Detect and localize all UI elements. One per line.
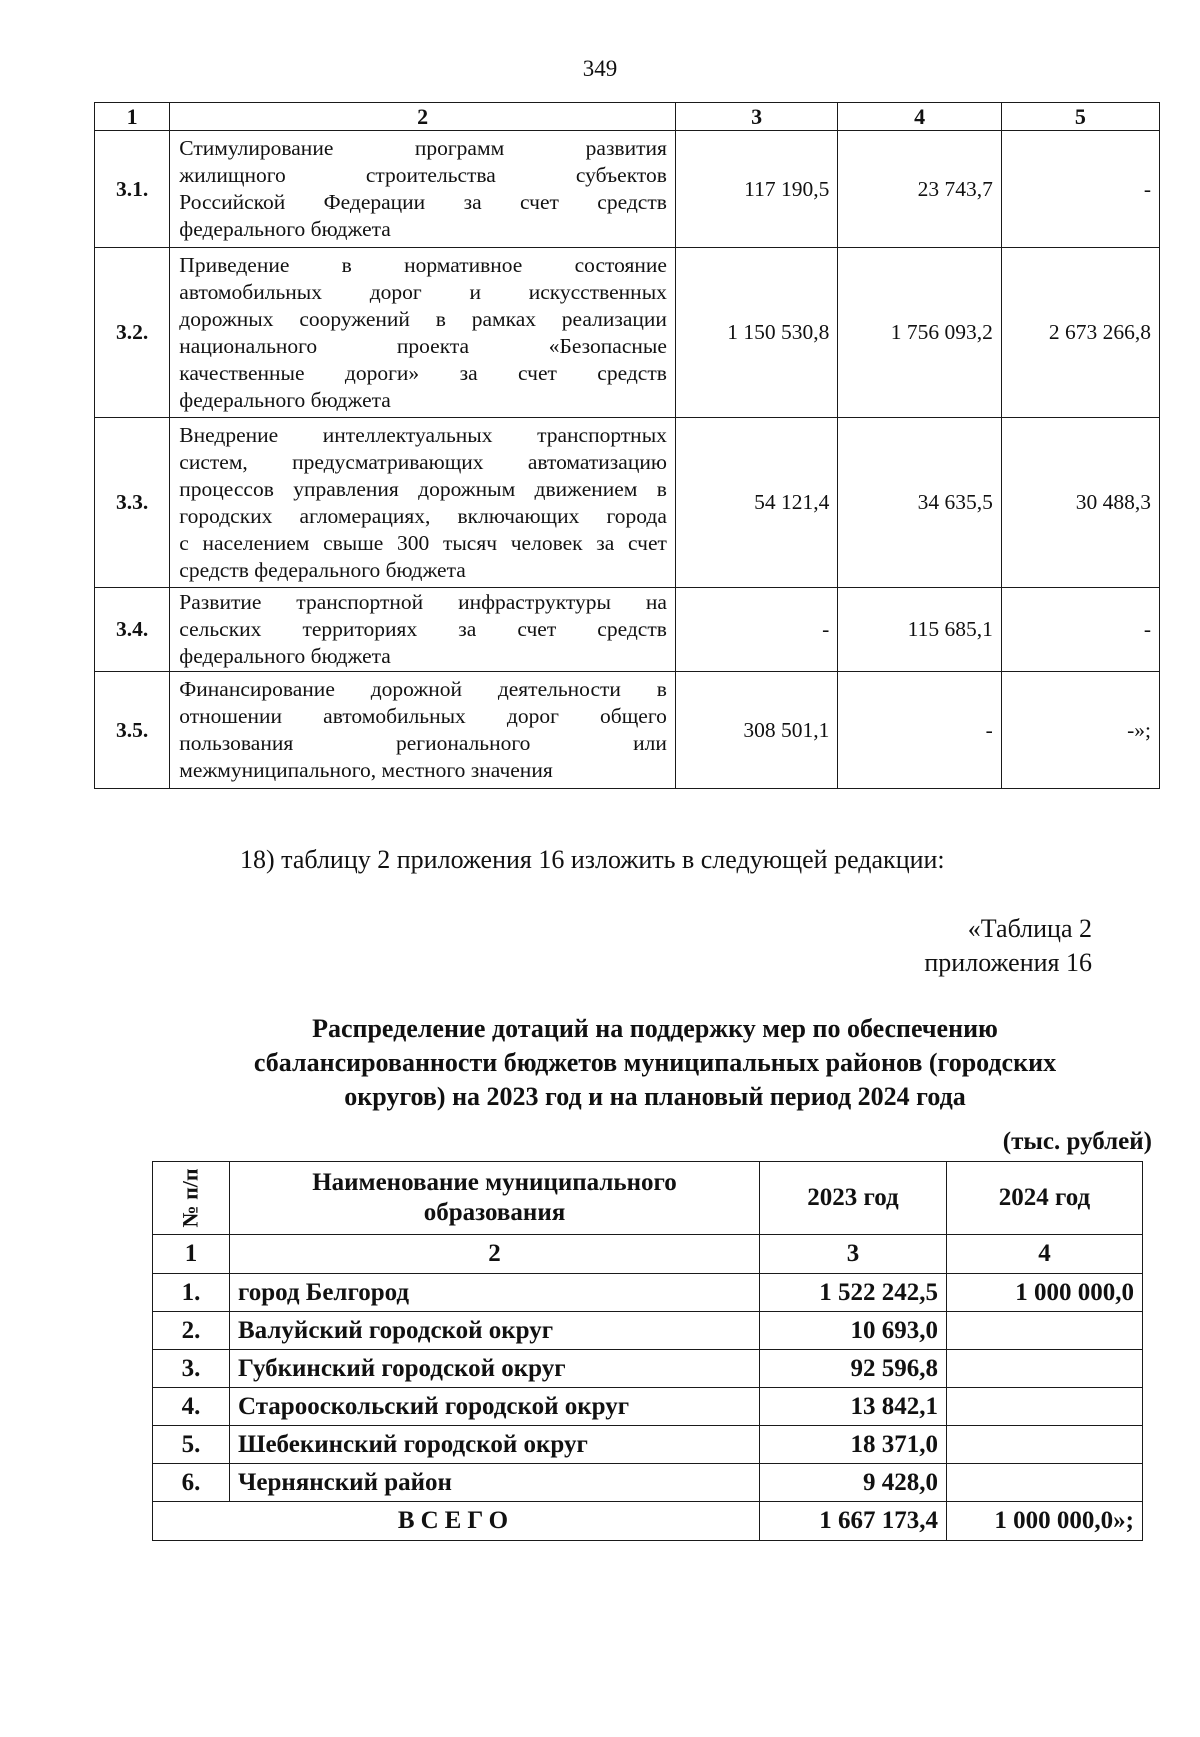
description-line: Внедрение интеллектуальных транспортных [179, 422, 667, 447]
column-header: 1 [95, 103, 170, 131]
description-line: сельских территориях за счет средств [179, 617, 667, 641]
municipality-name: Губкинский городской округ [230, 1350, 760, 1388]
row-number: 5. [153, 1426, 230, 1464]
table-row [95, 418, 1160, 588]
column-header: 5 [1001, 103, 1159, 131]
row-number: 6. [153, 1464, 230, 1502]
value-col4: 1 756 093,2 [838, 248, 1002, 418]
value-2024 [947, 1464, 1143, 1502]
value-2023: 18 371,0 [760, 1426, 947, 1464]
row-description [170, 248, 676, 418]
table-row [95, 588, 1160, 672]
value-2024 [947, 1426, 1143, 1464]
description-line: Стимулирование программ развития [179, 136, 667, 160]
table-reference-line: «Таблица 2 [967, 914, 1092, 943]
row-number: 4. [153, 1388, 230, 1426]
municipality-name: Старооскольский городской округ [230, 1388, 760, 1426]
description-line: Финансирование дорожной деятельности в [179, 677, 667, 701]
value-col3: 1 150 530,8 [675, 248, 837, 418]
title-line: Распределение дотаций на поддержку мер по обеспечению [312, 1014, 998, 1043]
description-line: с населением свыше 300 тысяч человек за счет [179, 530, 667, 555]
description-line: Российской Федерации за счет средств [179, 190, 667, 214]
column-header-2024: 2024 год [947, 1162, 1143, 1235]
table-row [153, 1350, 1143, 1388]
value-col5: -»; [1001, 672, 1159, 789]
table-row [153, 1274, 1143, 1312]
table-row [153, 1312, 1143, 1350]
description-line: систем, предусматривающих автоматизацию [179, 449, 667, 474]
total-label: ВСЕГО [153, 1502, 760, 1541]
value-col4: 115 685,1 [838, 588, 1002, 672]
description-line: Приведение в нормативное состояние [179, 252, 667, 277]
document-title [190, 1012, 1120, 1114]
municipality-name: Чернянский район [230, 1464, 760, 1502]
column-header: 2 [170, 103, 676, 131]
table-header-row [153, 1162, 1143, 1235]
value-2023: 13 842,1 [760, 1388, 947, 1426]
value-col5: 2 673 266,8 [1001, 248, 1159, 418]
description-line: средств федерального бюджета [179, 557, 466, 582]
title-line: сбалансированности бюджетов муниципальных районов (городских [253, 1048, 1057, 1077]
description-line: автомобильных дорог и искусственных [179, 279, 667, 304]
description-line: федерального бюджета [179, 387, 391, 412]
description-line: пользования регионального или [179, 731, 667, 755]
row-number: 3.5. [95, 672, 170, 789]
value-col5: - [1001, 588, 1159, 672]
value-2023: 10 693,0 [760, 1312, 947, 1350]
value-col3: - [675, 588, 837, 672]
value-col3: 308 501,1 [675, 672, 837, 789]
value-col4: 23 743,7 [838, 131, 1002, 248]
value-col3: 54 121,4 [675, 418, 837, 588]
column-header: 4 [838, 103, 1002, 131]
municipality-name: Шебекинский городской округ [230, 1426, 760, 1464]
table-row [95, 131, 1160, 248]
description-line: процессов управления дорожным движением в [179, 476, 667, 501]
value-col5: - [1001, 131, 1159, 248]
row-description [170, 131, 676, 248]
amendment-instruction: 18) таблицу 2 приложения 16 изложить в следующей редакции: [240, 845, 945, 874]
value-2023: 1 522 242,5 [760, 1274, 947, 1312]
value-col5: 30 488,3 [1001, 418, 1159, 588]
column-index: 3 [760, 1235, 947, 1274]
column-header-2023: 2023 год [760, 1162, 947, 1235]
table-reference-line: приложения 16 [924, 948, 1092, 977]
subsidy-distribution-table [152, 1161, 1143, 1541]
description-line: межмуниципального, местного значения [179, 758, 553, 782]
table-header-row [95, 103, 1160, 131]
table-row [153, 1426, 1143, 1464]
column-header-name: Наименование муниципального образования [230, 1162, 760, 1235]
column-header-number: № п/п [153, 1162, 230, 1235]
value-col4: 34 635,5 [838, 418, 1002, 588]
column-index: 4 [947, 1235, 1143, 1274]
description-line: федерального бюджета [179, 217, 391, 241]
value-col4: - [838, 672, 1002, 789]
page-number: 349 [582, 56, 618, 81]
units-label: (тыс. рублей) [1002, 1128, 1152, 1155]
table-row [153, 1388, 1143, 1426]
description-line: жилищного строительства субъектов [179, 163, 667, 187]
column-index: 1 [153, 1235, 230, 1274]
table-row [95, 248, 1160, 418]
value-2023: 9 428,0 [760, 1464, 947, 1502]
description-line: национального проекта «Безопасные [179, 333, 667, 358]
budget-allocation-table [94, 102, 1160, 789]
table-row [95, 672, 1160, 789]
row-number: 3. [153, 1350, 230, 1388]
value-col3: 117 190,5 [675, 131, 837, 248]
row-number: 2. [153, 1312, 230, 1350]
description-line: отношении автомобильных дорог общего [179, 704, 667, 728]
table-row [153, 1464, 1143, 1502]
description-line: Развитие транспортной инфраструктуры на [179, 590, 667, 614]
value-2024 [947, 1312, 1143, 1350]
description-line: дорожных сооружений в рамках реализации [179, 306, 667, 331]
municipality-name: город Белгород [230, 1274, 760, 1312]
municipality-name: Валуйский городской округ [230, 1312, 760, 1350]
description-line: качественные дороги» за счет средств [179, 360, 667, 385]
row-number: 3.4. [95, 588, 170, 672]
total-row [153, 1502, 1143, 1541]
row-description [170, 672, 676, 789]
title-line: округов) на 2023 год и на плановый период 2024 года [344, 1082, 966, 1111]
value-2024 [947, 1350, 1143, 1388]
column-index-row [153, 1235, 1143, 1274]
table-reference [924, 912, 1092, 980]
row-number: 3.2. [95, 248, 170, 418]
row-description [170, 588, 676, 672]
row-number: 3.1. [95, 131, 170, 248]
row-number: 1. [153, 1274, 230, 1312]
value-2024 [947, 1388, 1143, 1426]
row-number: 3.3. [95, 418, 170, 588]
total-2023: 1 667 173,4 [760, 1502, 947, 1541]
column-header: 3 [675, 103, 837, 131]
description-line: федерального бюджета [179, 644, 391, 668]
value-2024: 1 000 000,0 [947, 1274, 1143, 1312]
column-index: 2 [230, 1235, 760, 1274]
value-2023: 92 596,8 [760, 1350, 947, 1388]
description-line: городских агломерациях, включающих города [179, 503, 667, 528]
total-2024: 1 000 000,0»; [947, 1502, 1143, 1541]
row-description [170, 418, 676, 588]
